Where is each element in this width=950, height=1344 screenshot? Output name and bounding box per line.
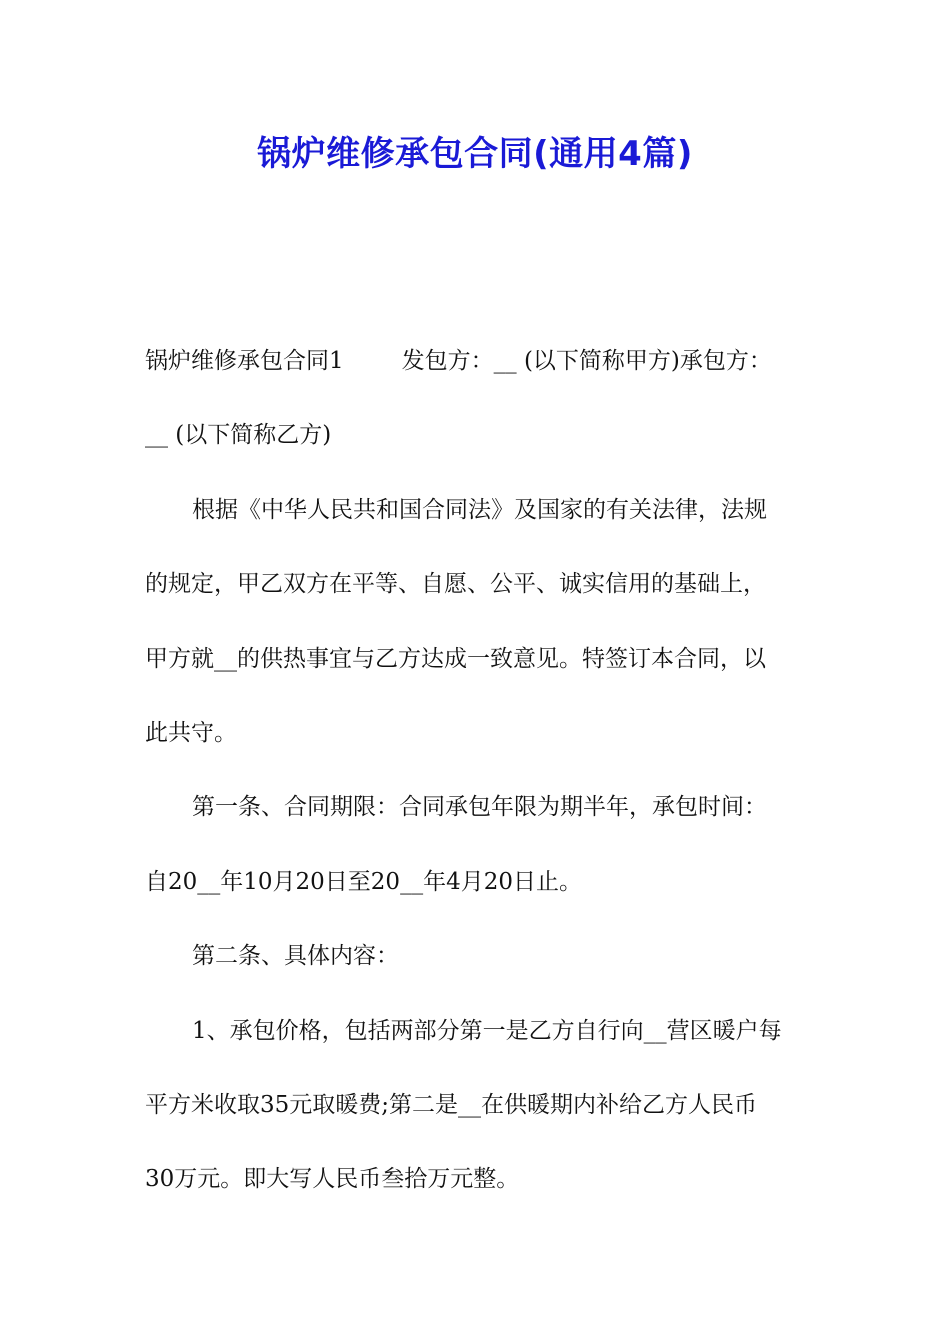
paragraph-line: 1、承包价格，包括两部分第一是乙方自行向__营区暖户每	[192, 1017, 782, 1044]
contract-heading: 锅炉维修承包合同1	[145, 348, 344, 374]
paragraph-line: 平方米收取35元取暖费;第二是__在供暖期内补给乙方人民币	[145, 1091, 758, 1118]
document-body	[145, 333, 808, 1226]
paragraph-line: 甲方就__的供热事宜与乙方达成一致意见。特签订本合同，以	[145, 645, 766, 672]
paragraph-line: 30万元。即大写人民币叁拾万元整。	[145, 1166, 520, 1193]
paragraph-line	[145, 333, 808, 389]
paragraph-line: 第二条、具体内容：	[192, 943, 399, 970]
paragraph-line: 第一条、合同期限：合同承包年限为期半年，承包时间：	[192, 794, 767, 821]
document-title: 锅炉维修承包合同(通用4篇)	[257, 134, 693, 174]
paragraph-line: 根据《中华人民共和国合同法》及国家的有关法律，法规	[192, 496, 767, 523]
paragraph-line: 此共守。	[145, 719, 237, 746]
party-info: 发包方：__ (以下简称甲方)承包方：	[401, 348, 772, 374]
paragraph-line: 自20__年10月20日至20__年4月20日止。	[145, 868, 582, 895]
paragraph-line: __ (以下简称乙方)	[145, 422, 332, 449]
paragraph-line: 的规定，甲乙双方在平等、自愿、公平、诚实信用的基础上，	[145, 571, 766, 598]
